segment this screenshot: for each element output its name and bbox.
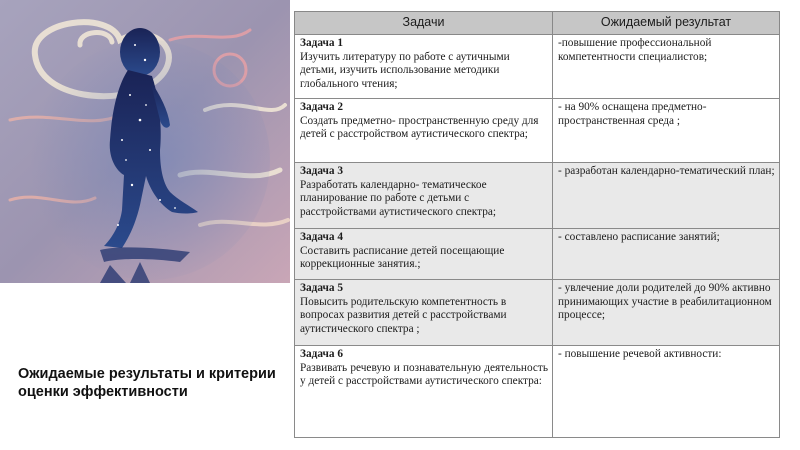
- task-title: Задача 6: [300, 348, 344, 360]
- task-cell: [295, 163, 553, 229]
- table-row: [295, 229, 780, 280]
- task-text: Создать предметно- пространственную среду для детей с расстройством аутистического спектра;: [300, 114, 539, 141]
- table-header-row: [295, 12, 780, 35]
- table-row: [295, 346, 780, 438]
- header-expected-result: Ожидаемый результат: [553, 12, 780, 35]
- task-cell: [295, 346, 553, 438]
- task-cell: [295, 35, 553, 99]
- task-text: Изучить литературу по работе с аутичными детьми, изучить использование методики глобального чтения;: [300, 50, 510, 91]
- table-row: [295, 35, 780, 99]
- task-text: Развивать речевую и познавательную деятельность у детей с расстройствами аутистического спектра:: [300, 361, 548, 388]
- task-title: Задача 1: [300, 37, 344, 49]
- task-text: Разработать календарно- тематическое планирование по работе с детьми с расстройствами аутистического спектра;: [300, 178, 497, 219]
- task-text: Составить расписание детей посещающие коррекционные занятия.;: [300, 244, 505, 271]
- child-silhouette-illustration: [0, 0, 290, 283]
- result-cell: - составлено расписание занятий;: [553, 229, 780, 280]
- tasks-results-table: [294, 11, 780, 438]
- result-cell: - увлечение доли родителей до 90% активно принимающих участие в реабилитационном процессе;: [553, 280, 780, 346]
- result-cell: - повышение речевой активности:: [553, 346, 780, 438]
- table-row: [295, 163, 780, 229]
- result-cell: - на 90% оснащена предметно-пространственная среда ;: [553, 99, 780, 163]
- task-cell: [295, 229, 553, 280]
- result-cell: - разработан календарно-тематический план;: [553, 163, 780, 229]
- table-row: [295, 99, 780, 163]
- task-title: Задача 3: [300, 165, 344, 177]
- slide-caption: Ожидаемые результаты и критерии оценки эффективности: [18, 366, 276, 400]
- header-tasks: Задачи: [295, 12, 553, 35]
- task-title: Задача 5: [300, 282, 344, 294]
- task-title: Задача 4: [300, 231, 344, 243]
- task-cell: [295, 280, 553, 346]
- task-title: Задача 2: [300, 101, 344, 113]
- table-row: [295, 280, 780, 346]
- result-cell: -повышение профессиональной компетентности специалистов;: [553, 35, 780, 99]
- task-cell: [295, 99, 553, 163]
- task-text: Повысить родительскую компетентность в вопросах развития детей с расстройствами аутистического спектра ;: [300, 295, 507, 336]
